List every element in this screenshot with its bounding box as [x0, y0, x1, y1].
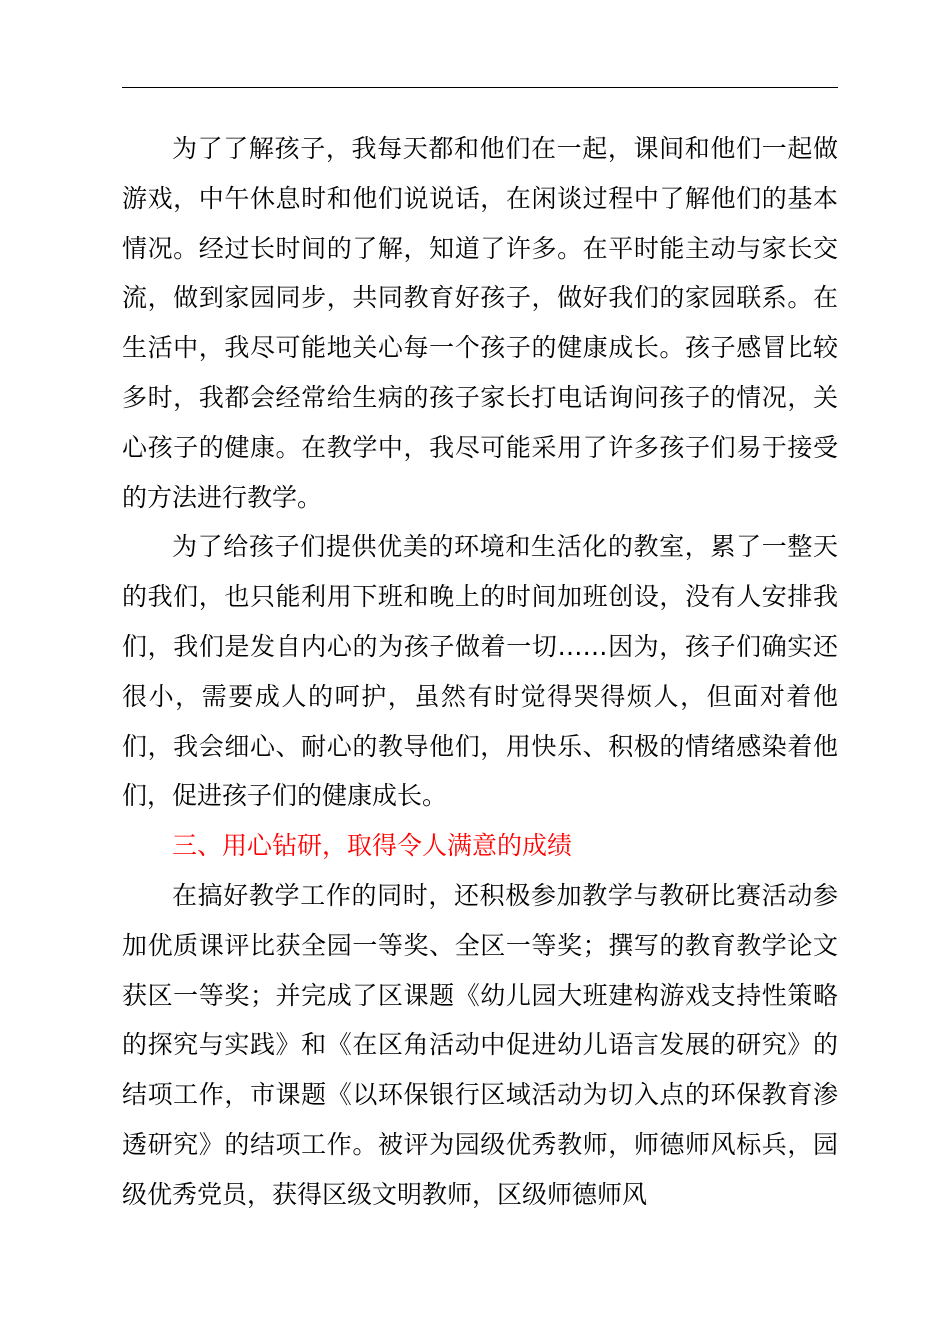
body-paragraph-2: 为了给孩子们提供优美的环境和生活化的教室，累了一整天的我们，也只能利用下班和晚上的时间加班创设，没有人安排我们，我们是发自内心的为孩子做着一切……因为，孩子们确实还很小，需要成人的呵护，虽然有时觉得哭得烦人，但面对着他们，我会细心、耐心的教导他们，用快乐、积极的情绪感染着他们，促进孩子们的健康成长。 [122, 532, 838, 811]
section-heading: 三、用心钻研，取得令人满意的成绩 [172, 831, 573, 861]
header-rule [122, 87, 838, 88]
section-paragraph: 在搞好教学工作的同时，还积极参加教学与教研比赛活动参加优质课评比获全园一等奖、全区一等奖；撰写的教育教学论文获区一等奖；并完成了区课题《幼儿园大班建构游戏支持性策略的探究与实践》和《在区角活动中促进幼儿语言发展的研究》的结项工作，市课题《以环保银行区域活动为切入点的环保教育渗透研究》的结项工作。被评为园级优秀教师，师德师风标兵，园级优秀党员，获得区级文明教师，区级师德师风 [122, 880, 838, 1209]
body-paragraph-1: 为了了解孩子，我每天都和他们在一起，课间和他们一起做游戏，中午休息时和他们说说话，在闲谈过程中了解他们的基本情况。经过长时间的了解，知道了许多。在平时能主动与家长交流，做到家园同步，共同教育好孩子，做好我们的家园联系。在生活中，我尽可能地关心每一个孩子的健康成长。孩子感冒比较多时，我都会经常给生病的孩子家长打电话询问孩子的情况，关心孩子的健康。在教学中，我尽可能采用了许多孩子们易于接受的方法进行教学。 [122, 134, 838, 512]
document-body [122, 124, 838, 1220]
